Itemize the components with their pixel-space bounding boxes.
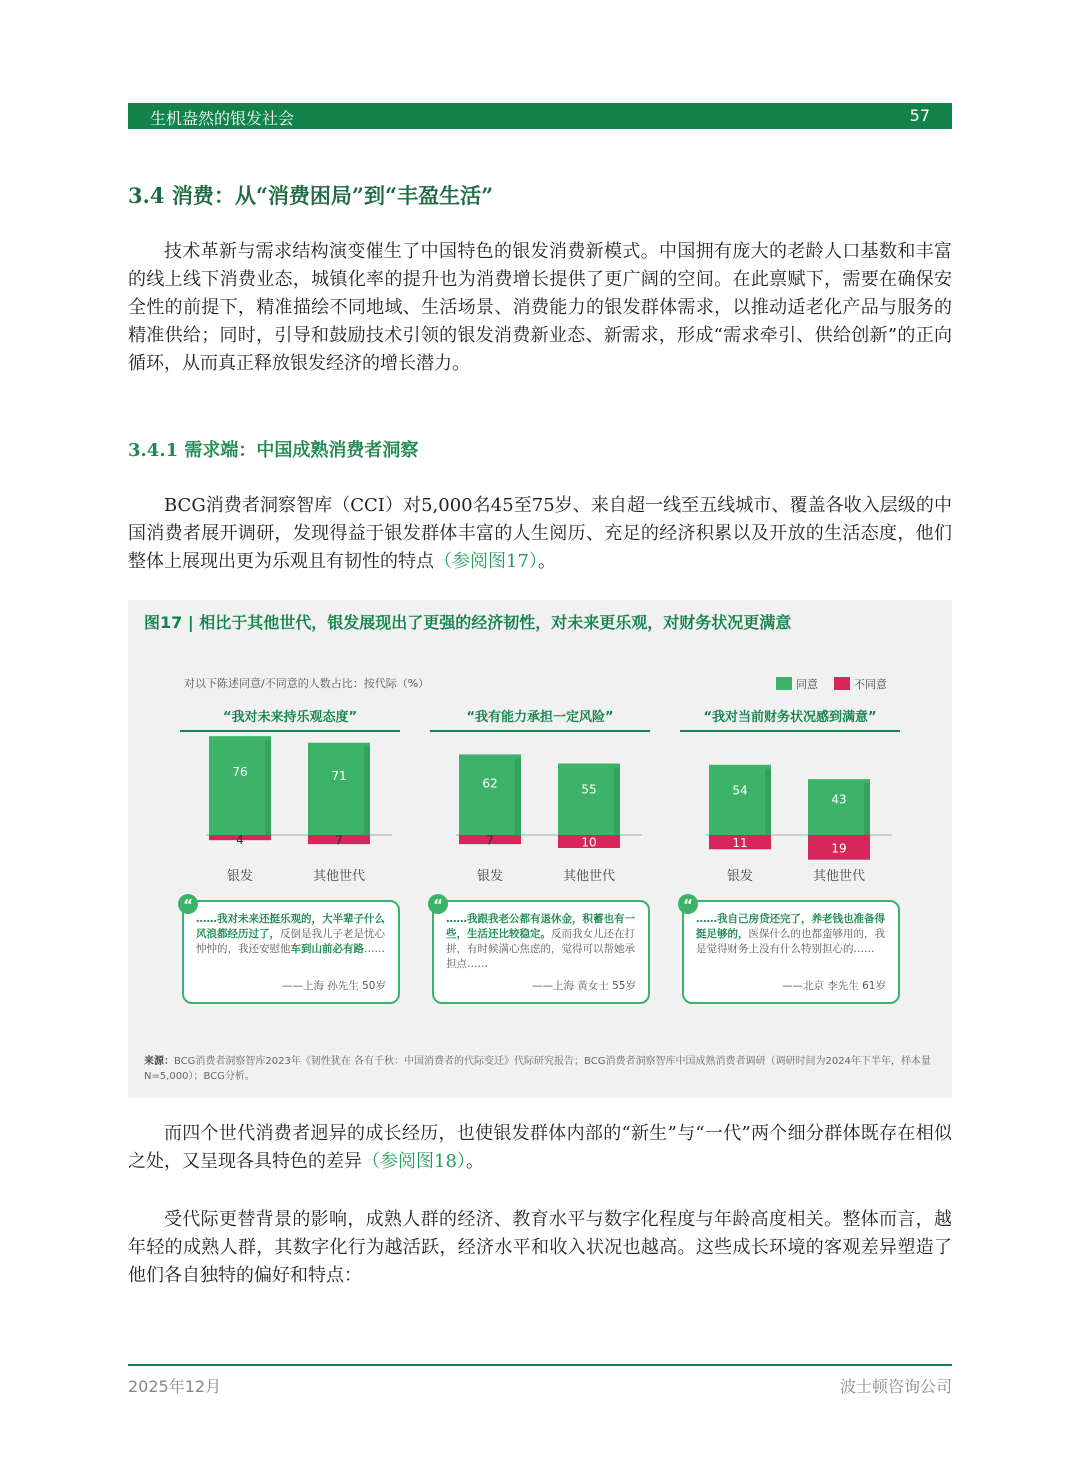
page-header — [128, 103, 952, 129]
quote-1-highlight: ……我对未来还挺乐观的，大半辈子什么风浪都经历过了， — [196, 913, 385, 940]
bar-disagree-value: 7 — [335, 833, 343, 848]
quote-card-2 — [432, 896, 650, 1004]
subsection-heading: 3.4.1 需求端：中国成熟消费者洞察 — [128, 440, 419, 461]
bar-agree — [459, 754, 521, 835]
quote-card-1 — [182, 896, 400, 1004]
quote-1-text: 反倒是我儿子老是忧心忡忡的，我还安慰他 — [196, 928, 385, 955]
bar-disagree-value: 10 — [581, 835, 597, 850]
bar-agree-shade — [614, 768, 620, 836]
category-label: 其他世代 — [812, 869, 866, 884]
category-label: 银发 — [726, 869, 754, 884]
paragraph-2 — [128, 492, 952, 576]
bar-agree-shade — [265, 740, 271, 835]
quote-card-3 — [682, 896, 900, 1004]
bar-agree — [209, 736, 271, 835]
bar-agree-shade — [515, 758, 521, 835]
bar-agree-shade — [765, 769, 771, 835]
quote-1-attribution: ——上海 孙先生 50岁 — [281, 980, 386, 992]
quote-2-attribution: ——上海 黄女士 55岁 — [531, 980, 636, 992]
legend-agree-label: 同意 — [796, 678, 818, 691]
footer-divider — [128, 1364, 952, 1366]
figure-17-reference-link[interactable]: （参阅图17） — [434, 551, 538, 572]
page-number: 57 — [909, 106, 930, 125]
bar-disagree-value: 11 — [732, 836, 748, 851]
bar-agree — [558, 764, 620, 836]
figure-title: 图17 | 相比于其他世代，银发展现出了更强的经济韧性，对未来更乐观，对财务状况更满意 — [144, 613, 792, 632]
bar-agree-shade — [864, 783, 870, 835]
panel-title: “我有能力承担一定风险” — [466, 710, 614, 725]
paragraph-3 — [128, 1120, 952, 1176]
paragraph-1: 技术革新与需求结构演变催生了中国特色的银发消费新模式。中国拥有庞大的老龄人口基数和丰富的线上线下消费业态，城镇化率的提升也为消费增长提供了更广阔的空间。在此禀赋下，需要在确保安全性的前提下，精准描绘不同地域、生活场景、消费能力的银发群体需求，以推动适老化产品与服务的精准供给；同时，引导和鼓励技术引领的银发消费新业态、新需求，形成“需求牵引、供给创新”的正向循环，从而真正释放银发经济的增长潜力。 — [128, 241, 952, 374]
quote-3-highlight: ……我自己房贷还完了，养老钱也准备得挺足够的， — [696, 913, 885, 940]
bar-agree — [308, 743, 370, 835]
header-title: 生机盎然的银发社会 — [150, 109, 295, 128]
quote-3-text: 医保什么的也都蛮够用的，我是觉得财务上没有什么特别担心的…… — [696, 928, 885, 955]
quote-mark-icon: “ — [678, 894, 698, 914]
bar-disagree-value: 4 — [236, 833, 244, 847]
bar-agree — [808, 779, 870, 835]
bar-disagree-value: 7 — [486, 833, 494, 848]
bar-agree-value: 62 — [482, 776, 498, 791]
quote-3-attribution: ——北京 李先生 61岁 — [781, 980, 886, 992]
bar-agree-value: 76 — [232, 764, 248, 779]
panel-title: “我对未来持乐观态度” — [222, 710, 358, 725]
category-label: 银发 — [476, 869, 504, 884]
figure-17 — [128, 600, 952, 1098]
bar-agree-value: 55 — [581, 782, 597, 797]
bar-agree-shade — [364, 747, 370, 835]
bar-chart — [128, 600, 952, 900]
legend-disagree-label: 不同意 — [854, 678, 887, 691]
section-heading: 3.4 消费：从“消费困局”到“丰盈生活” — [128, 183, 494, 208]
quote-mark-icon: “ — [428, 894, 448, 914]
quote-2-highlight: ……我跟我老公都有退休金，积蓄也有一些，生活还比较稳定。 — [446, 913, 635, 940]
legend-disagree-swatch — [834, 677, 850, 690]
source-text: BCG消费者洞察智库2023年《韧性犹在 各有千秋：中国消费者的代际变迁》代际研究报告；BCG消费者洞察智库中国成熟消费者调研（调研时间为2024年下半年，样本量N=5,000）；BCG分析。 — [144, 1056, 931, 1082]
quote-1-highlight-2: 车到山前必有路 — [290, 943, 364, 955]
panel-title: “我对当前财务状况感到满意” — [703, 710, 877, 725]
legend-agree-swatch — [776, 677, 792, 690]
category-label: 其他世代 — [312, 869, 366, 884]
source-label: 来源： — [144, 1056, 174, 1067]
paragraph-4: 受代际更替背景的影响，成熟人群的经济、教育水平与数字化程度与年龄高度相关。整体而言，越年轻的成熟人群，其数字化行为越活跃，经济水平和收入状况也越高。这些成长环境的客观差异塑造了他们各自独特的偏好和特点： — [128, 1209, 952, 1286]
quote-mark-icon: “ — [178, 894, 198, 914]
figure-source — [144, 1054, 934, 1084]
footer-org: 波士顿咨询公司 — [839, 1377, 952, 1396]
bar-agree-value: 71 — [331, 769, 347, 784]
paragraph-2-end: 。 — [537, 551, 556, 572]
quote-1-tail: …… — [364, 943, 385, 955]
category-label: 银发 — [226, 869, 254, 884]
chart-note: 对以下陈述同意/不同意的人数占比：按代际（%） — [184, 677, 430, 690]
figure-18-reference-link[interactable]: （参阅图18） — [362, 1151, 466, 1172]
bar-disagree-value: 19 — [831, 841, 847, 856]
category-label: 其他世代 — [562, 869, 616, 884]
bar-agree — [709, 765, 771, 835]
quote-2-text: 反而我女儿还在打拼，有时候满心焦虑的，觉得可以帮她承担点…… — [446, 928, 635, 970]
bar-agree-value: 43 — [831, 792, 847, 807]
paragraph-2-text: BCG消费者洞察智库（CCI）对5,000名45至75岁、来自超一线至五线城市、覆盖各收入层级的中国消费者展开调研，发现得益于银发群体丰富的人生阅历、充足的经济积累以及开放的生活态度，他们整体上展现出更为乐观且有韧性的特点 — [128, 495, 952, 572]
paragraph-3-end: 。 — [465, 1151, 484, 1172]
bar-agree-value: 54 — [732, 783, 748, 798]
footer-date: 2025年12月 — [128, 1377, 222, 1396]
paragraph-3-text: 而四个世代消费者迥异的成长经历，也使银发群体内部的“新生”与“一代”两个细分群体既存在相似之处，又呈现各具特色的差异 — [128, 1123, 952, 1172]
